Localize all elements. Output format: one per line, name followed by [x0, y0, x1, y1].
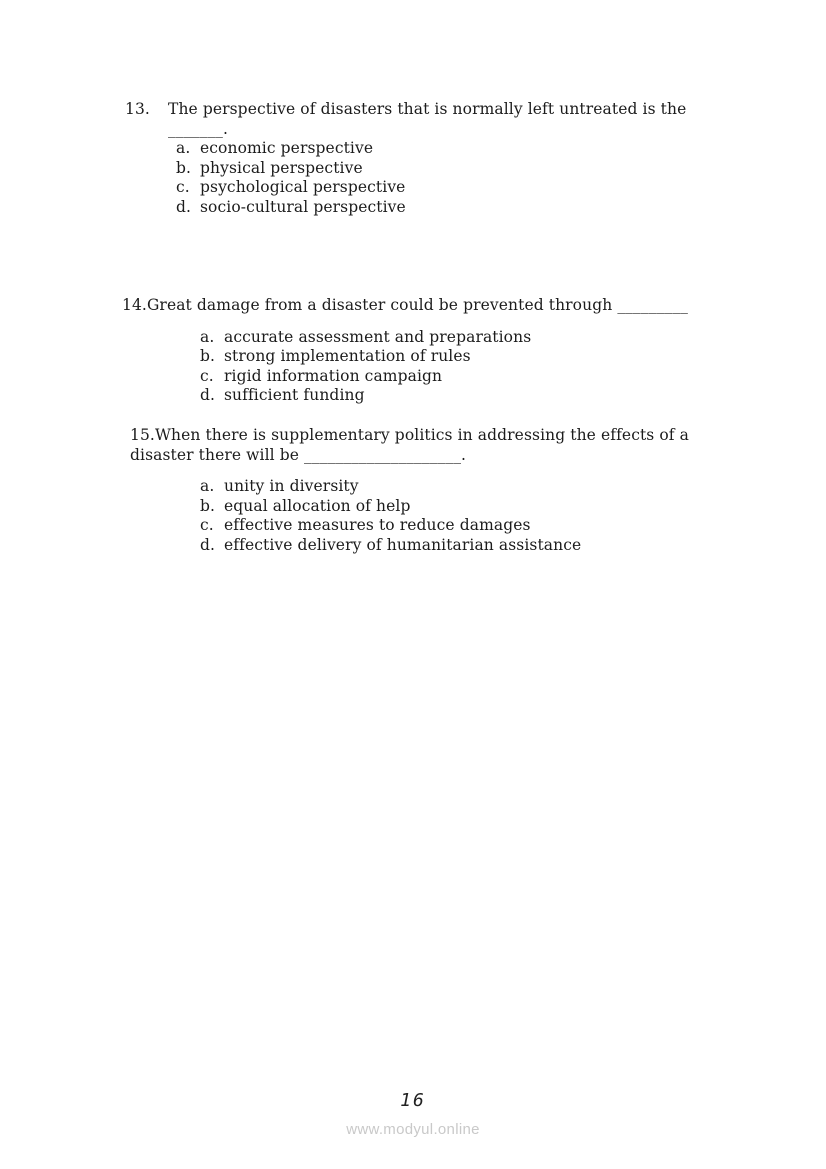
option-row [200, 328, 688, 348]
option-letter: a. [200, 327, 215, 346]
option-text: physical perspective [200, 158, 363, 177]
option-row [176, 198, 686, 218]
option-text: economic perspective [200, 139, 374, 158]
option-row [200, 516, 689, 536]
option-letter: a. [176, 139, 191, 158]
option-text: sufficient funding [224, 386, 365, 405]
question-stem-text: Great damage from a disaster could be prevented through _________ [146, 296, 688, 314]
question-number: 15. [130, 426, 155, 444]
watermark-text: www.modyul.online [346, 1121, 480, 1138]
option-text: rigid information campaign [224, 366, 443, 385]
option-text: socio-cultural perspective [200, 197, 406, 216]
option-text: accurate assessment and preparations [224, 327, 532, 346]
question-14 [122, 296, 688, 406]
option-text: strong implementation of rules [224, 347, 471, 366]
option-letter: d. [200, 386, 216, 405]
option-row [200, 477, 689, 497]
option-text: effective measures to reduce damages [224, 516, 531, 535]
option-letter: b. [176, 158, 192, 177]
question-stem-text: The perspective of disasters that is normally left untreated is the [168, 100, 687, 118]
option-row [200, 536, 689, 556]
question-stem-text: When there is supplementary politics in addressing the effects of a [154, 426, 690, 444]
option-row [200, 347, 688, 367]
question-13-stem [125, 100, 686, 120]
options-list [176, 139, 686, 217]
options-list [200, 328, 688, 406]
question-14-stem [122, 296, 688, 316]
option-row [200, 497, 689, 517]
question-stem-line2: disaster there will be ____________________. [130, 445, 467, 464]
page-number: 16 [400, 1090, 426, 1111]
option-row [200, 367, 688, 387]
option-letter: b. [200, 496, 216, 515]
option-row [200, 386, 688, 406]
options-list [200, 477, 689, 555]
question-blank-line: _______. [168, 119, 228, 138]
option-letter: d. [200, 535, 216, 554]
question-number: 13. [125, 100, 150, 118]
option-letter: b. [200, 347, 216, 366]
option-row [176, 159, 686, 179]
option-row [176, 178, 686, 198]
option-text: effective delivery of humanitarian assistance [224, 535, 582, 554]
question-13 [125, 100, 686, 218]
option-letter: c. [176, 178, 190, 197]
option-letter: d. [176, 197, 192, 216]
question-number: 14. [122, 296, 147, 314]
option-text: psychological perspective [200, 178, 406, 197]
option-text: unity in diversity [224, 477, 359, 496]
option-letter: c. [200, 366, 214, 385]
question-15-stem [130, 426, 689, 446]
option-row [176, 139, 686, 159]
question-15 [130, 426, 689, 556]
option-letter: a. [200, 477, 215, 496]
option-text: equal allocation of help [224, 496, 411, 515]
option-letter: c. [200, 516, 214, 535]
